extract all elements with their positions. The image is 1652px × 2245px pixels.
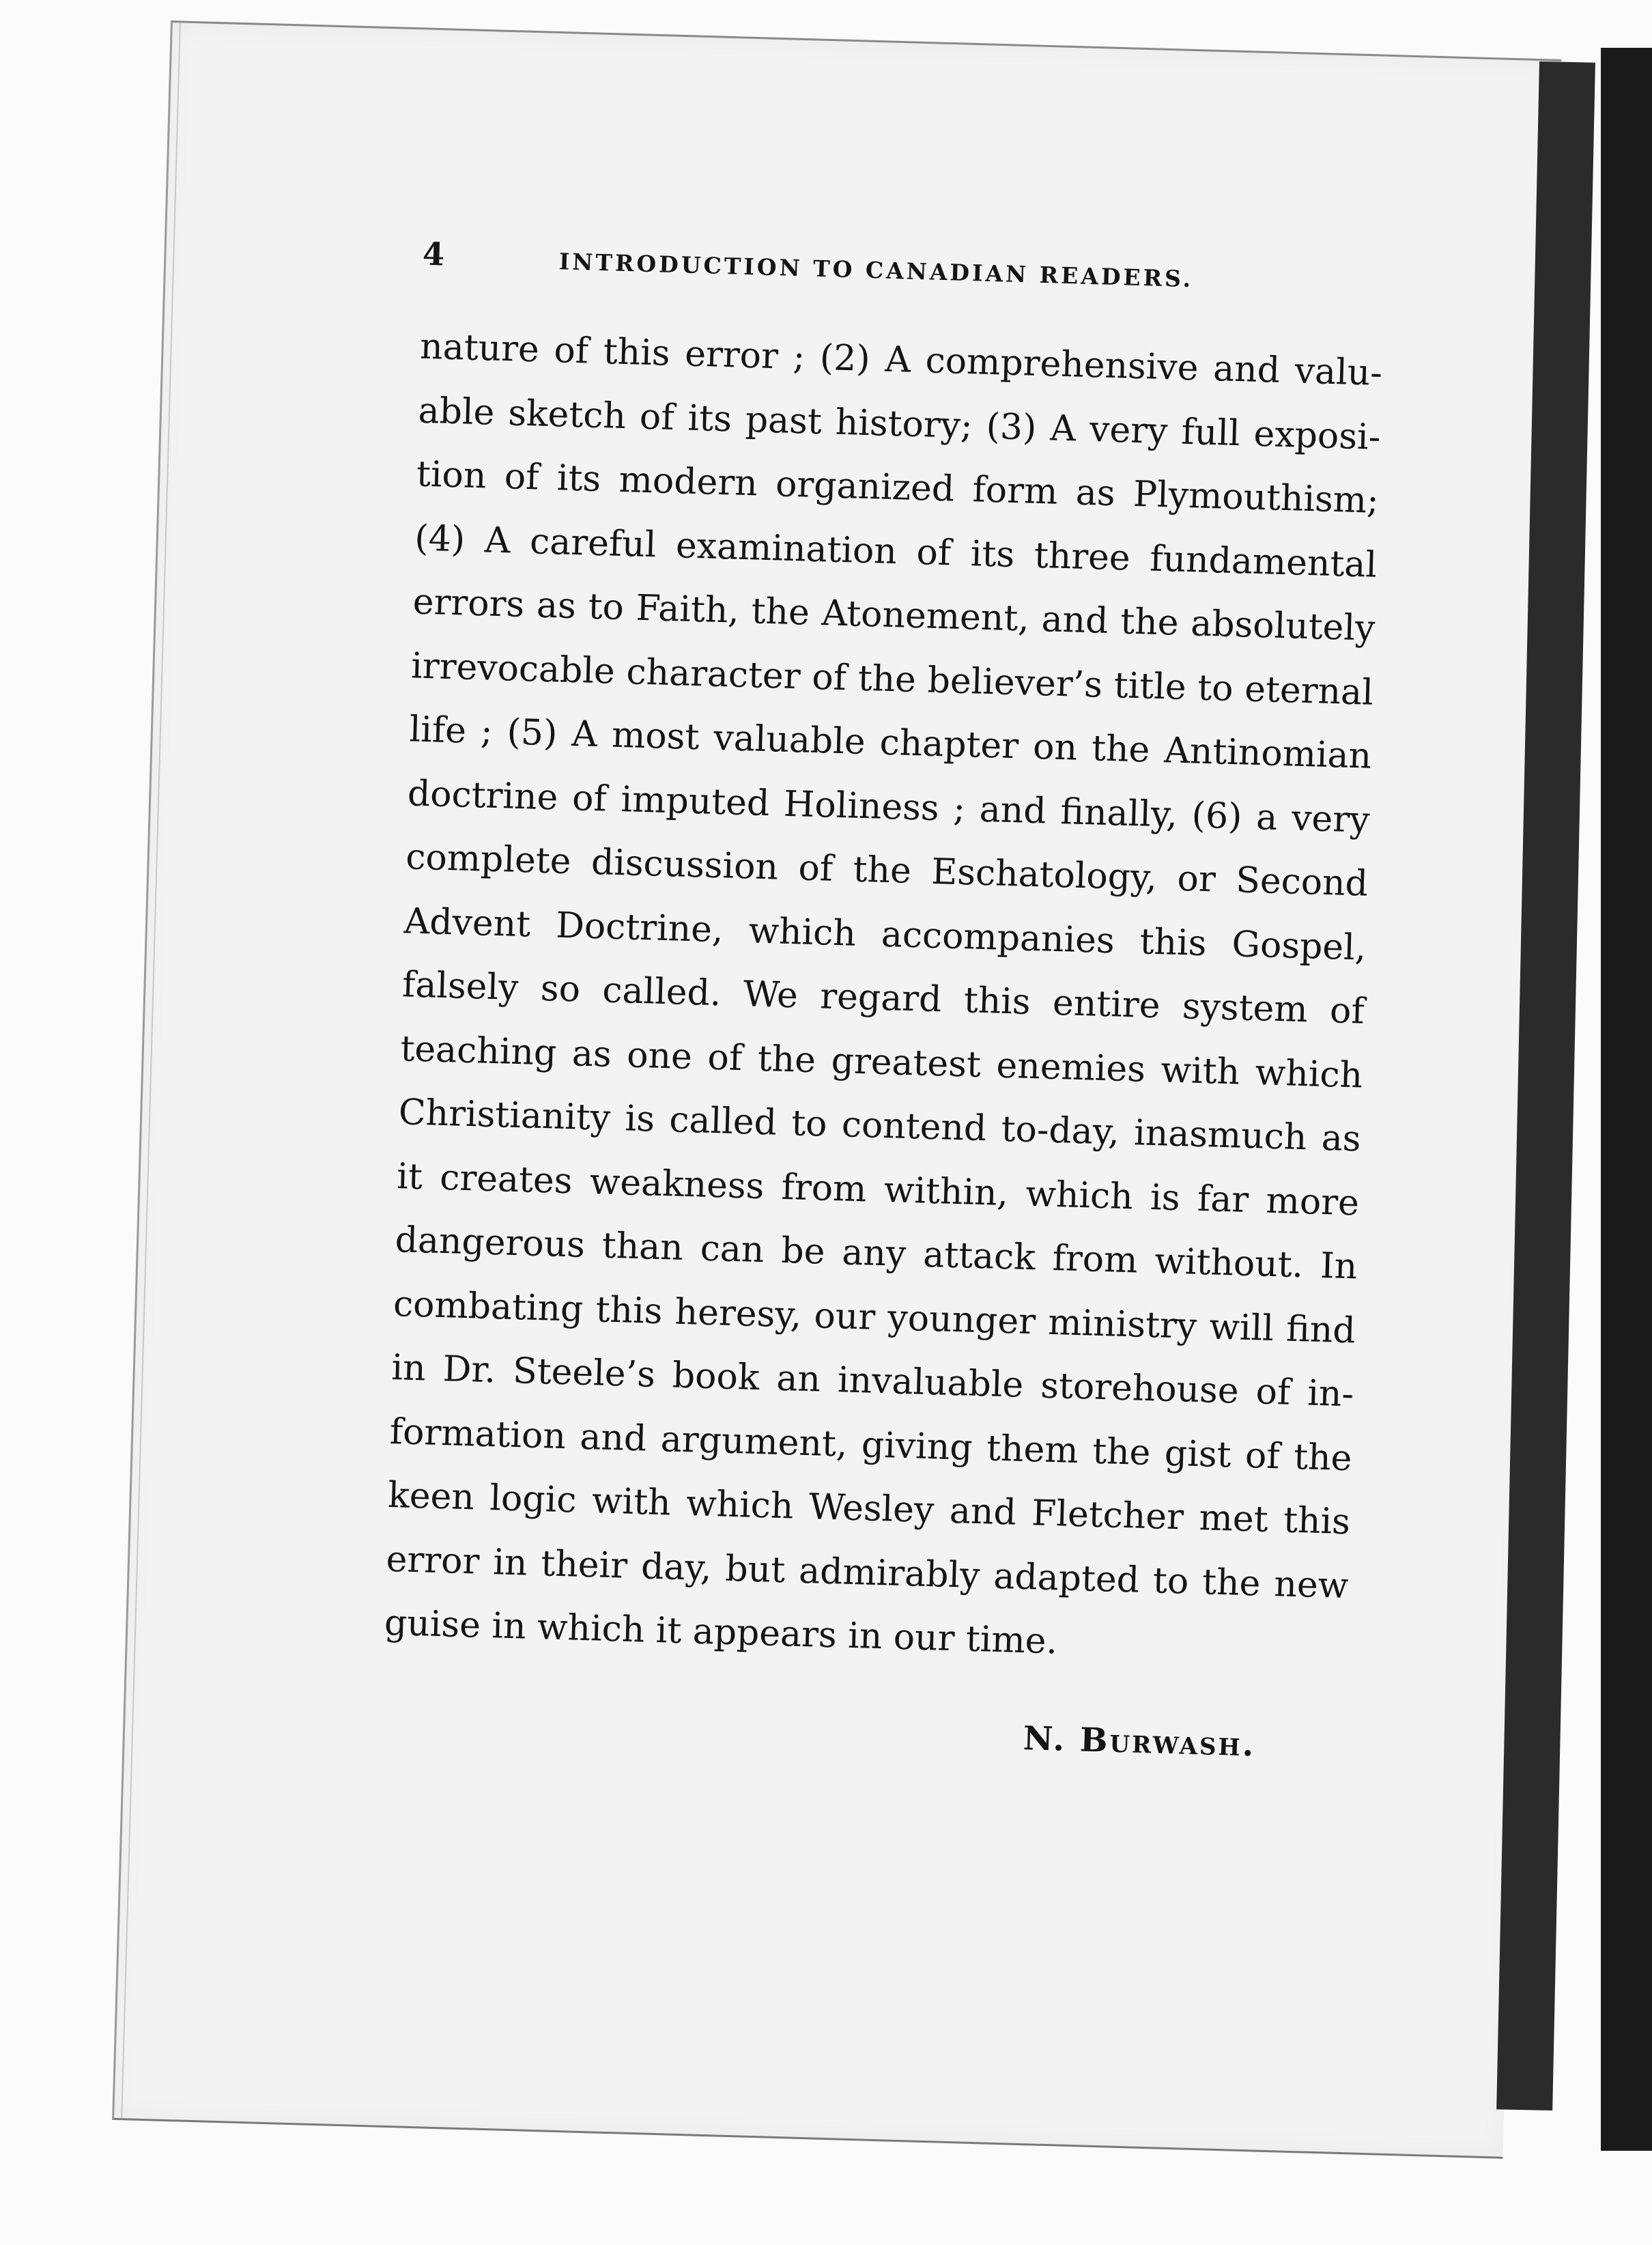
page-content [340, 232, 1383, 1770]
book-edge [1601, 48, 1652, 2151]
text-line: Christianity is called to contend to-day, inasmuch as [398, 1092, 1362, 1160]
text-line: error in their day, but admirably adapted to the new [385, 1538, 1350, 1607]
text-line: doctrine of imputed Holiness ; and finally, (6) a very [407, 772, 1371, 841]
text-line: irrevocable character of the believer’s title to eternal [410, 645, 1374, 714]
text-line: keen logic with which Wesley and Fletcher met this [387, 1474, 1351, 1543]
text-line: guise in which it appears in our time. [384, 1602, 1058, 1663]
signature-initial: N. [1023, 1719, 1068, 1759]
text-line: nature of this error ; (2) A comprehensive and valu- [419, 326, 1383, 394]
signature-surname: Burwash. [1079, 1720, 1257, 1764]
text-line: (4) A careful examination of its three fundamental [414, 518, 1378, 586]
text-line: complete discussion of the Eschatology, or Second [405, 836, 1369, 905]
text-line: in Dr. Steele’s book an invaluable storehouse of in- [390, 1347, 1354, 1415]
body-paragraph [343, 314, 1383, 1682]
text-line: falsely so called. We regard this entire system of [401, 964, 1365, 1032]
text-line: combating this heresy, our younger ministry will find [393, 1283, 1356, 1351]
text-line: dangerous than can be any attack from without. In [394, 1219, 1358, 1288]
text-line: able sketch of its past history; (3) A very full exposi- [417, 390, 1382, 458]
text-line: it creates weakness from within, which is far more [396, 1155, 1360, 1224]
text-line: tion of its modern organized form as Plymouthism; [416, 453, 1380, 522]
running-head: INTRODUCTION TO CANADIAN READERS. [558, 248, 1194, 293]
text-line: Advent Doctrine, which accompanies this Gospel, [403, 900, 1367, 969]
text-line: teaching as one of the greatest enemies with which [399, 1028, 1363, 1097]
author-signature [1023, 1714, 1338, 1771]
text-line: formation and argument, giving them the gist of the [389, 1411, 1353, 1479]
page-number: 4 [422, 235, 445, 273]
text-line: errors as to Faith, the Atonement, and the absolutely [412, 581, 1376, 649]
text-line: life ; (5) A most valuable chapter on the Antinomian [408, 709, 1372, 777]
